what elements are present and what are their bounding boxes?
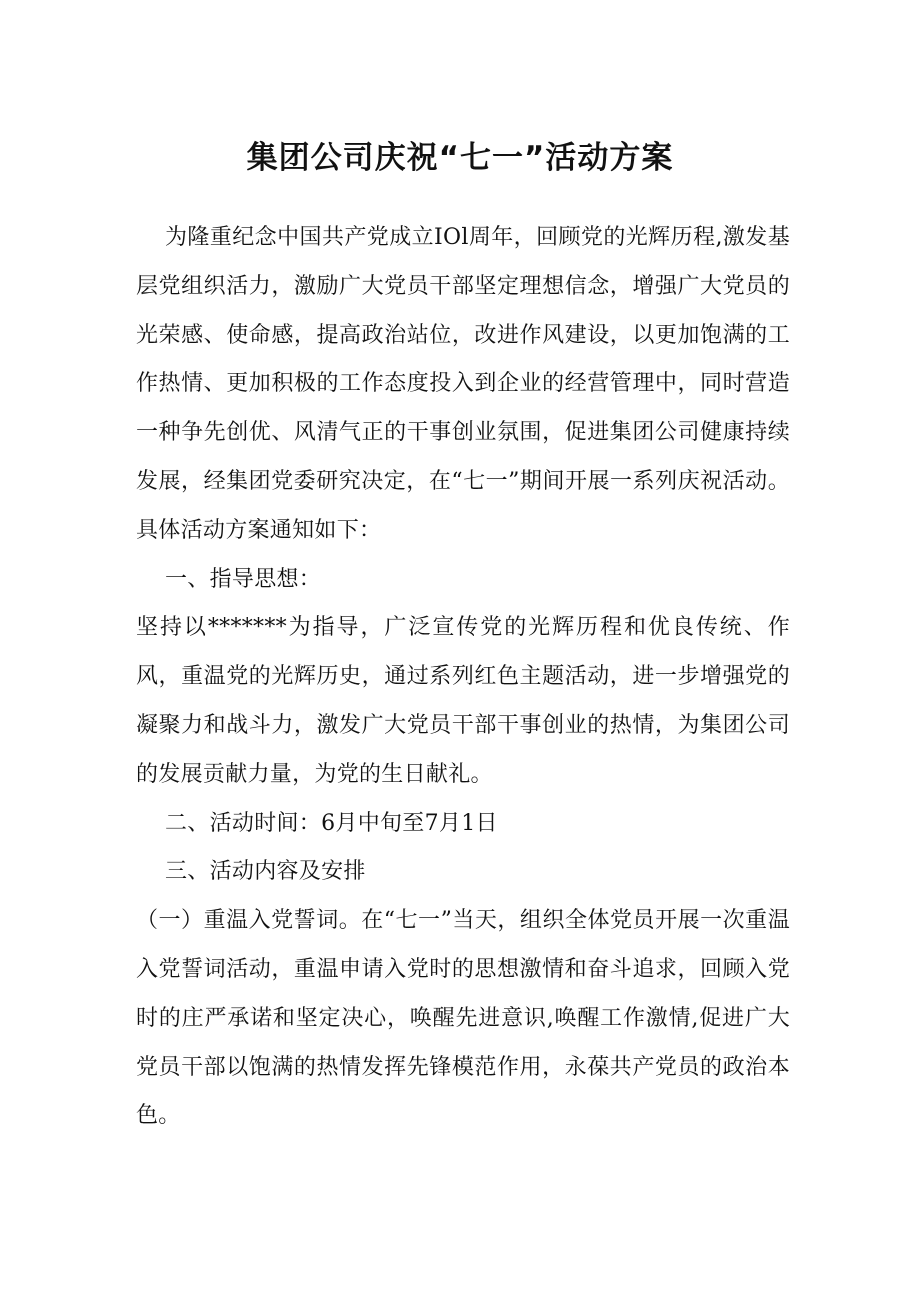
document-title: 集团公司庆祝“七一”活动方案	[246, 140, 674, 176]
section-heading-guiding-thought: 一、指导思想：	[165, 566, 322, 592]
guiding-thought-paragraph: 坚持以*******为指导，广泛宣传党的光辉历程和优良传统、作风，重温党的光辉历史，通过系列红色主题活动，进一步增强党的凝聚力和战斗力，激发广大党员干部干事创业的热情，为集团公司的发展贡献力量，为党的生日献礼。	[136, 615, 790, 787]
activity-item-paragraph: （一）重温入党誓词。在“七一”当天，组织全体党员开展一次重温入党誓词活动，重温申请入党时的思想激情和奋斗追求，回顾入党时的庄严承诺和坚定决心，唤醒先进意识,唤醒工作激情,促进广大党员干部以饱满的热情发挥先锋模范作用，永葆共产党员的政治本色。	[136, 908, 790, 1129]
document-body	[136, 214, 790, 1141]
intro-paragraph: 为隆重纪念中国共产党成立IOl周年，回顾党的光辉历程,激发基层党组织活力，激励广大党员干部坚定理想信念，增强广大党员的光荣感、使命感，提高政治站位，改进作风建设，以更加饱满的工作热情、更加积极的工作态度投入到企业的经营管理中，同时营造一种争先创优、风清气正的干事创业氛围，促进集团公司健康持续发展，经集团党委研究决定，在“七一”期间开展一系列庆祝活动。具体活动方案通知如下：	[136, 225, 790, 543]
section-heading-activity-time: 二、活动时间：6月中旬至7月1日	[165, 810, 498, 836]
section-heading-activity-content: 三、活动内容及安排	[165, 859, 366, 885]
